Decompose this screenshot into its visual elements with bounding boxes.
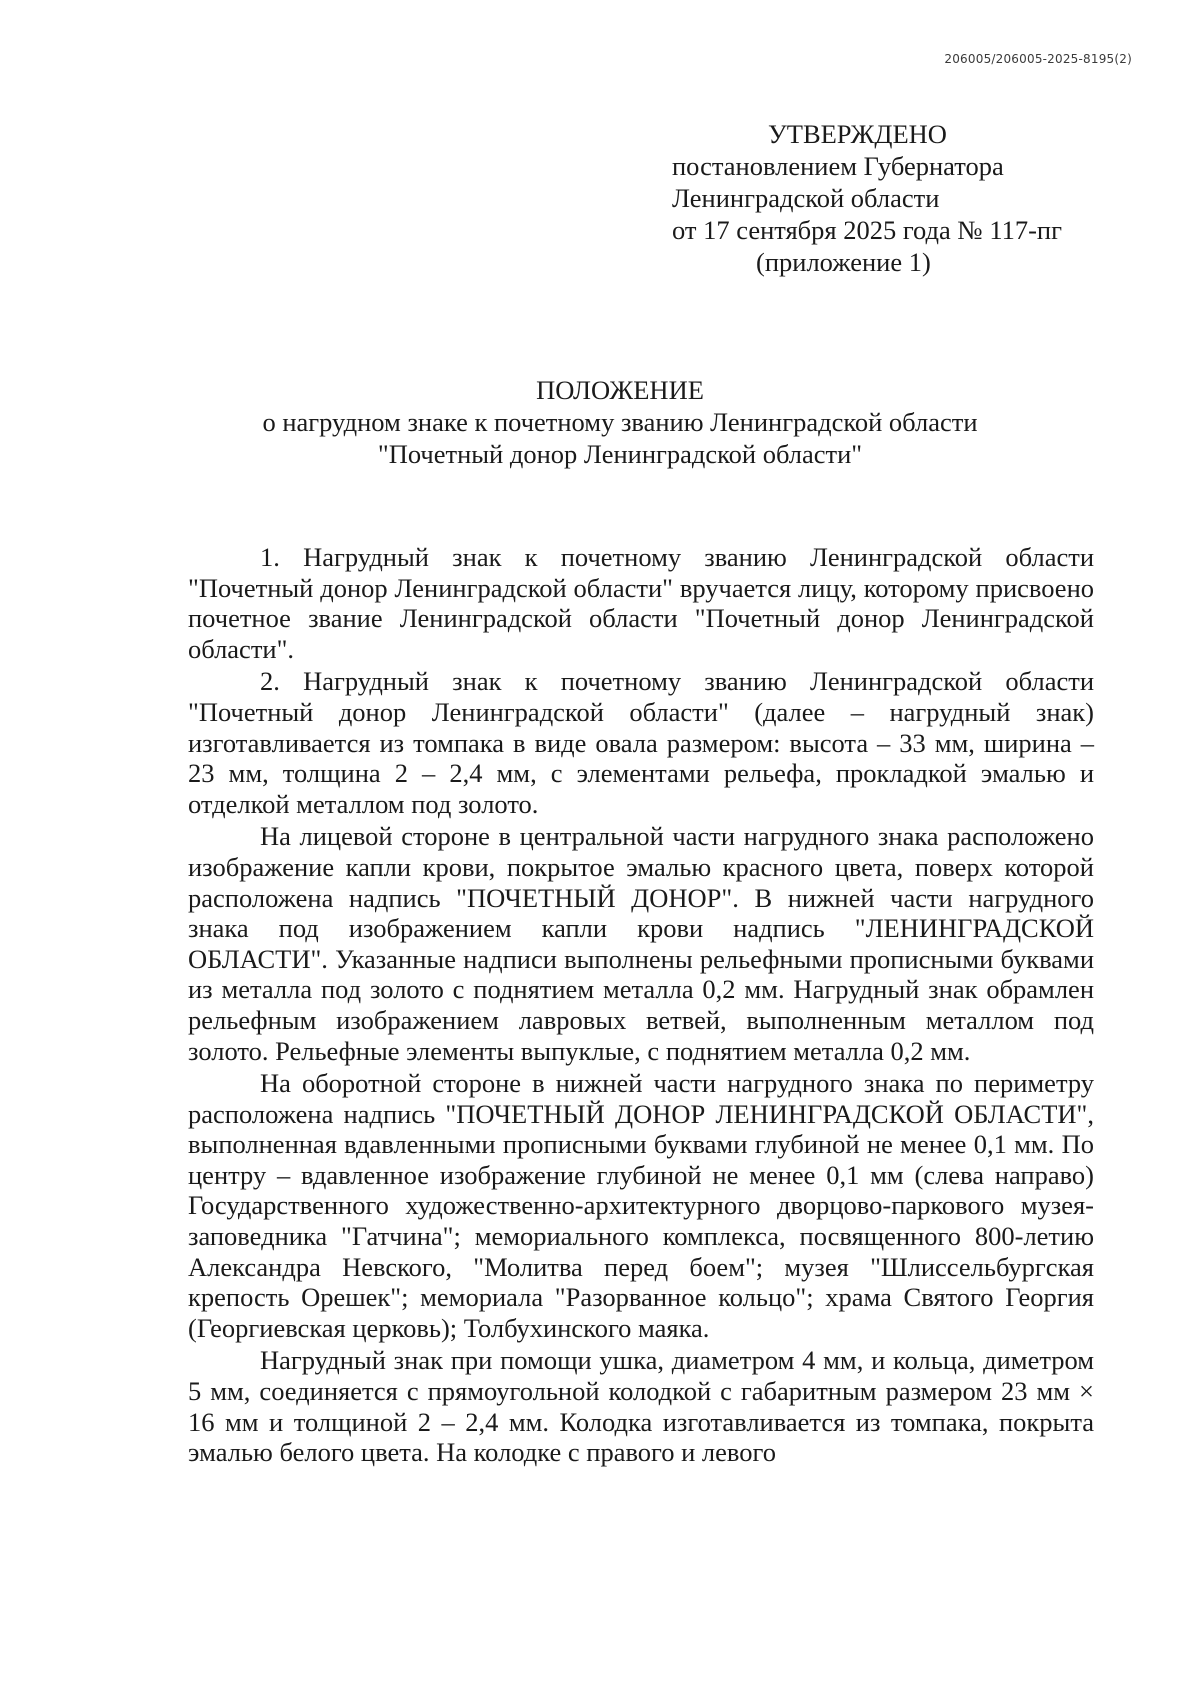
paragraph: На оборотной стороне в нижней части нагрудного знака по периметру расположена надпись "ПОЧЕТНЫЙ ДОНОР ЛЕНИНГРАДСКОЙ ОБЛАСТИ", выполненная вдавленными прописными буквами глубиной не менее 0,1 мм. По центру – вдавленное изображение глубиной не менее 0,1 мм (слева направо) Государственного художественно-архитектурного дворцово-паркового музея-заповедника "Гатчина"; мемориального комплекса, посвященного 800-летию Александра Невского, "Молитва перед боем"; музея "Шлиссельбургская крепость Орешек"; мемориала "Разорванное кольцо"; храма Святого Георгия (Георгиевская церковь); Толбухинского маяка. bbox=[188, 1068, 1094, 1343]
title-line-2: "Почетный донор Ленинградской области" bbox=[377, 439, 863, 469]
approval-heading: УТВЕРЖДЕНО bbox=[768, 119, 947, 149]
paragraph: На лицевой стороне в центральной части нагрудного знака расположено изображение капли крови, покрытое эмалью красного цвета, поверх которой расположена надпись "ПОЧЕТНЫЙ ДОНОР". В нижней части нагрудного знака под изображением капли крови надпись "ЛЕНИНГРАДСКОЙ ОБЛАСТИ". Указанные надписи выполнены рельефными прописными буквами из металла под золото с поднятием металла 0,2 мм. Нагрудный знак обрамлен рельефным изображением лавровых ветвей, выполненным металлом под золото. Рельефные элементы выпуклые, с поднятием металла 0,2 мм. bbox=[188, 821, 1094, 1066]
document-title bbox=[150, 374, 1090, 470]
paragraph: Нагрудный знак при помощи ушка, диаметром 4 мм, и кольца, диметром 5 мм, соединяется с прямоугольной колодкой с габаритным размером 23 мм × 16 мм и толщиной 2 – 2,4 мм. Колодка изготавливается из томпака, покрыта эмалью белого цвета. На колодке с правого и левого bbox=[188, 1345, 1094, 1468]
title-main: ПОЛОЖЕНИЕ bbox=[536, 375, 704, 405]
approval-block bbox=[672, 118, 1112, 278]
paragraph: 2. Нагрудный знак к почетному званию Ленинградской области "Почетный донор Ленинградской области" (далее – нагрудный знак) изготавливается из томпака в виде овала размером: высота – 33 мм, ширина – 23 мм, толщина 2 – 2,4 мм, с элементами рельефа, прокладкой эмалью и отделкой металлом под золото. bbox=[188, 666, 1094, 819]
document-id: 206005/206005-2025-8195(2) bbox=[944, 52, 1132, 66]
approval-line-2: Ленинградской области bbox=[672, 183, 940, 213]
approval-line-3: от 17 сентября 2025 года № 117-пг bbox=[672, 215, 1062, 245]
title-line-1: о нагрудном знаке к почетному званию Ленинградской области bbox=[262, 407, 978, 437]
approval-annex: (приложение 1) bbox=[756, 247, 931, 277]
document-body bbox=[188, 542, 1094, 1468]
paragraph: 1. Нагрудный знак к почетному званию Ленинградской области "Почетный донор Ленинградской области" вручается лицу, которому присвоено почетное звание Ленинградской области "Почетный донор Ленинградской области". bbox=[188, 542, 1094, 664]
approval-line-1: постановлением Губернатора bbox=[672, 151, 1004, 181]
